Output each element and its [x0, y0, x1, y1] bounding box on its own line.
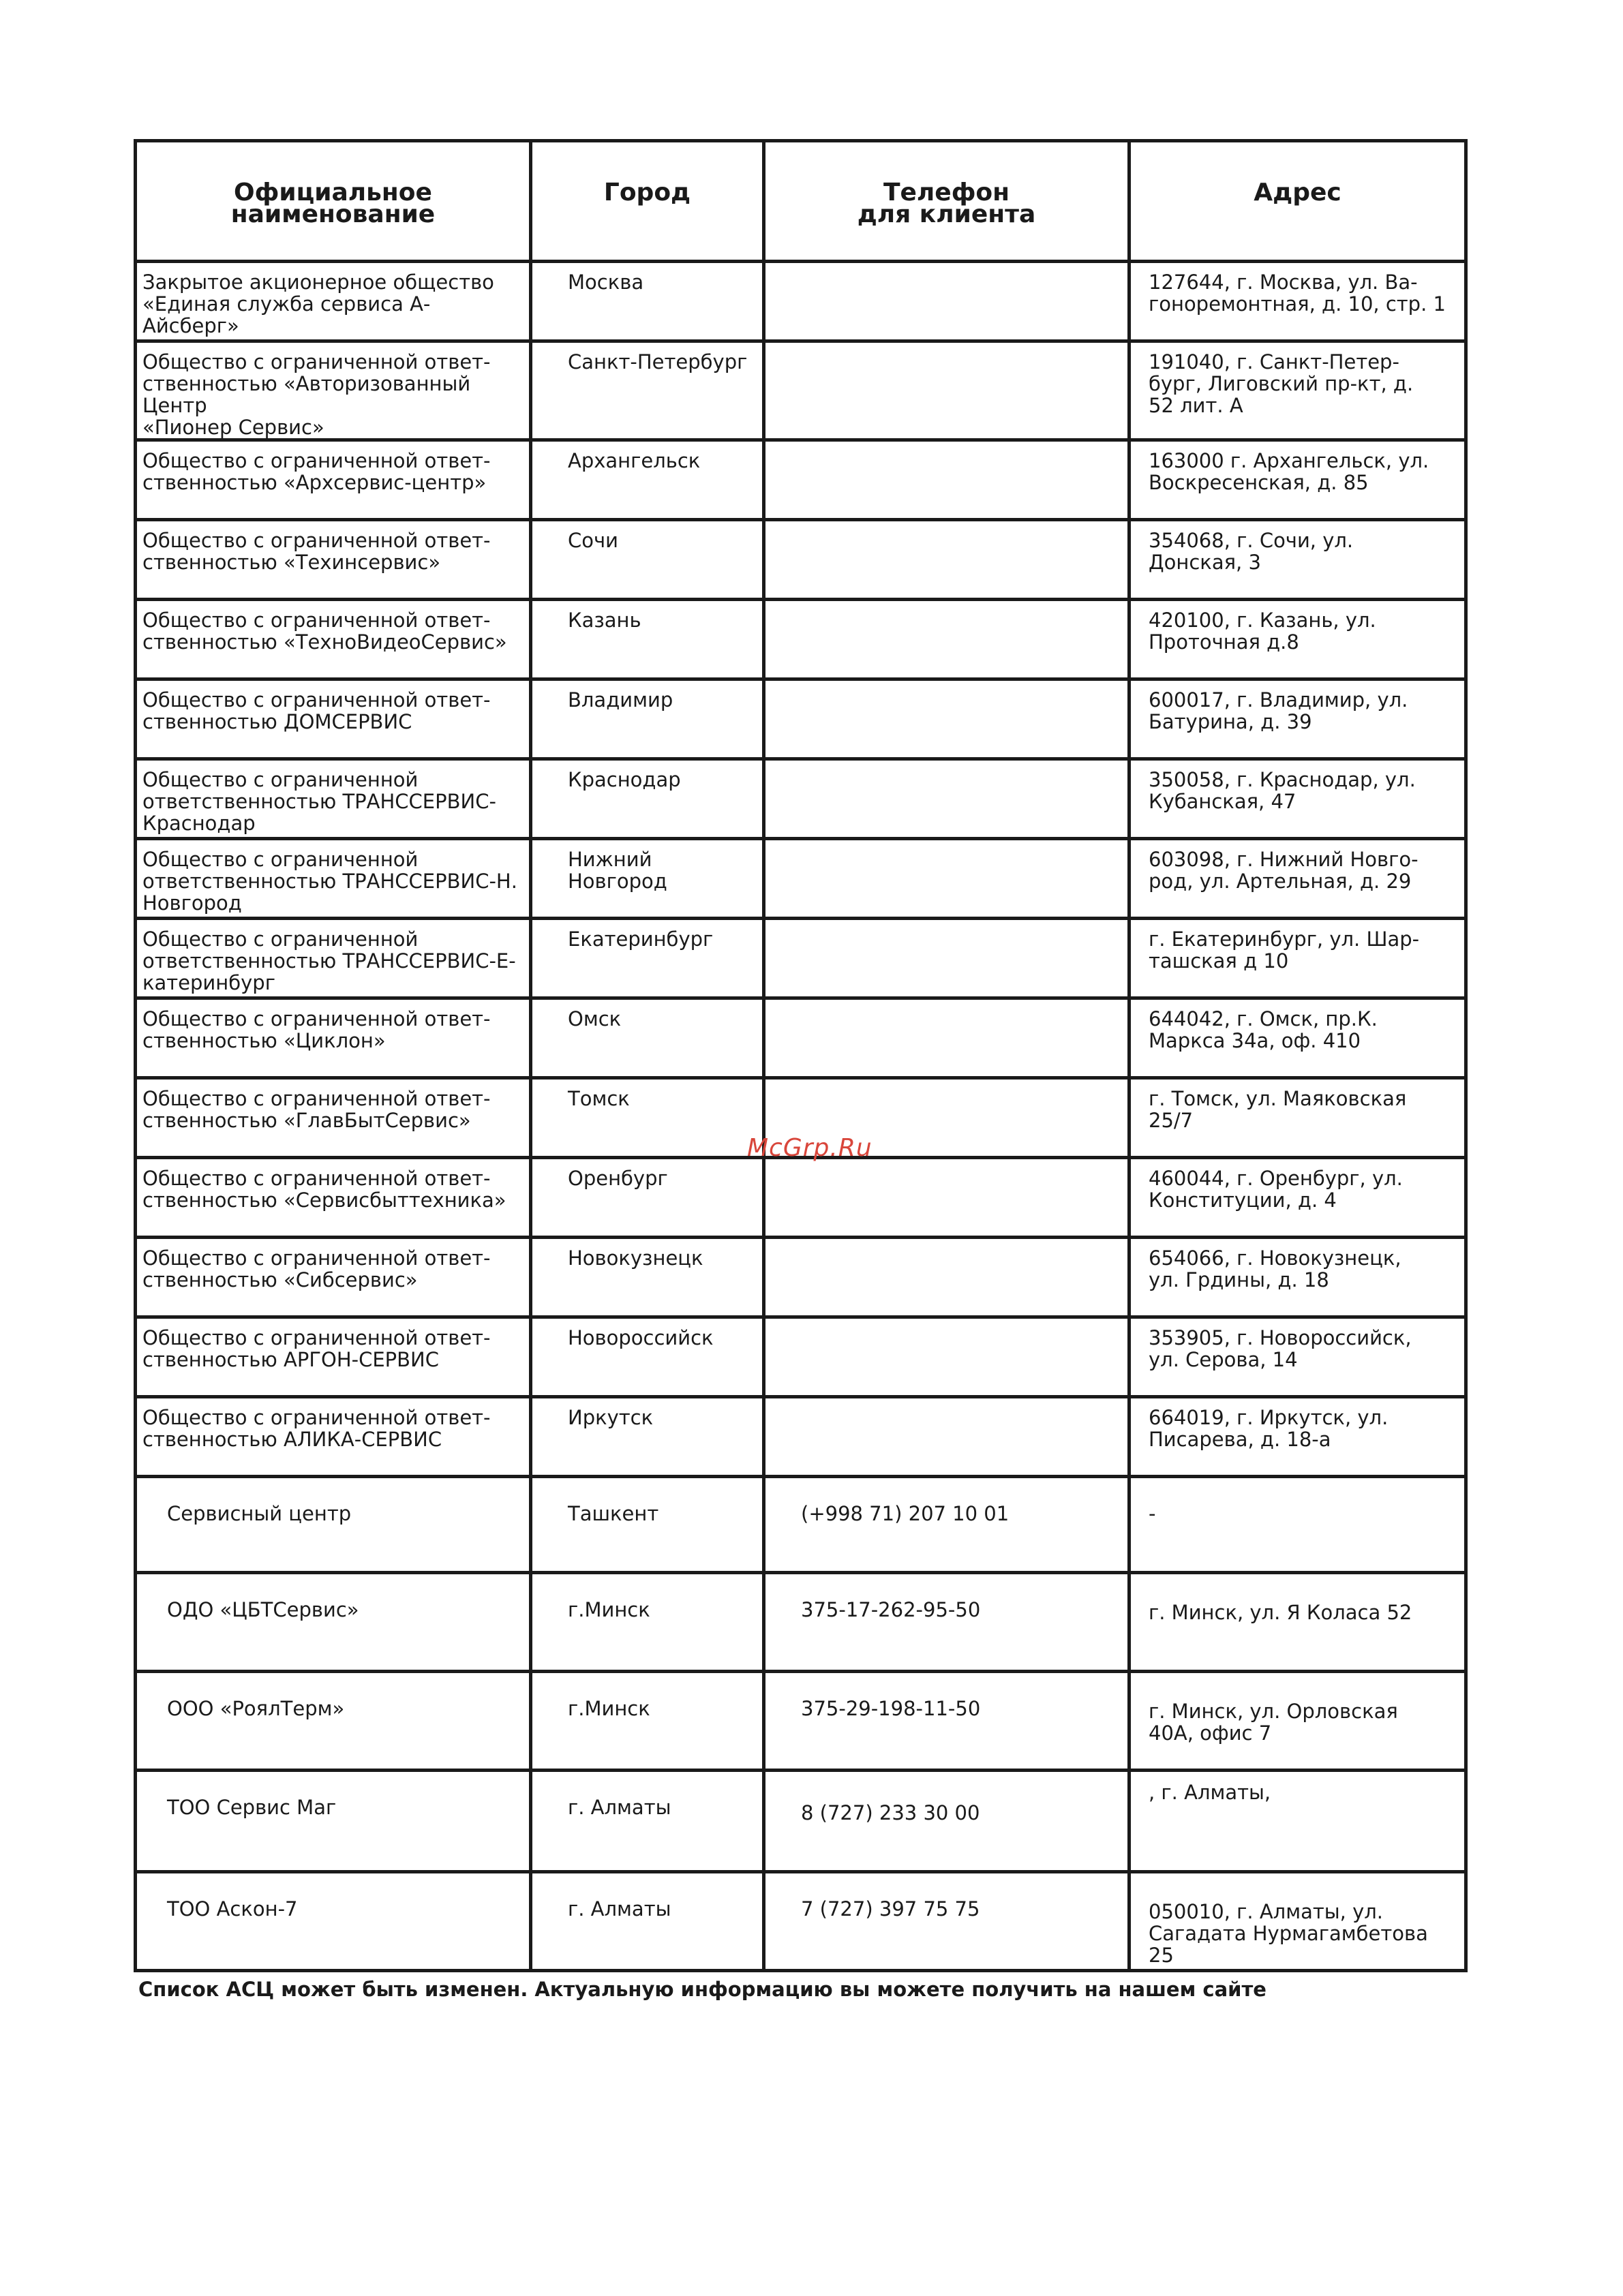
table-row — [136, 998, 1466, 1078]
table-row — [136, 839, 1466, 919]
cell-city: г.Минск — [531, 1672, 764, 1771]
cell-address: 603098, г. Нижний Новго- род, ул. Артельная, д. 29 — [1129, 839, 1466, 919]
cell-city: Иркутск — [531, 1397, 764, 1477]
cell-phone: 7 (727) 397 75 75 — [764, 1872, 1129, 1971]
cell-address: 460044, г. Оренбург, ул. Конституции, д. 4 — [1129, 1158, 1466, 1238]
watermark: McGrp.Ru — [747, 1134, 873, 1162]
cell-name: Общество с ограниченной ответ- ственностью «Архсервис-центр» — [136, 440, 531, 520]
service-centers-table — [134, 139, 1468, 1972]
cell-name: Общество с ограниченной ответ- ственностью «Техинсервис» — [136, 520, 531, 600]
cell-name: Сервисный центр — [136, 1477, 531, 1573]
table-row — [136, 1573, 1466, 1672]
cell-city: Новороссийск — [531, 1317, 764, 1397]
cell-address: г. Екатеринбург, ул. Шар- ташская д 10 — [1129, 919, 1466, 998]
cell-name: Закрытое акционерное общество «Единая служба сервиса А-Айсберг» — [136, 262, 531, 341]
table-row — [136, 440, 1466, 520]
table-row — [136, 1238, 1466, 1317]
cell-address: г. Минск, ул. Орловская 40А, офис 7 — [1129, 1672, 1466, 1771]
table-row — [136, 1317, 1466, 1397]
cell-phone: 375-29-198-11-50 — [764, 1672, 1129, 1771]
cell-city: г.Минск — [531, 1573, 764, 1672]
cell-address: 654066, г. Новокузнецк, ул. Грдины, д. 18 — [1129, 1238, 1466, 1317]
cell-name: Общество с ограниченной ответ- ственностью АРГОН-СЕРВИС — [136, 1317, 531, 1397]
header-city: Город — [531, 141, 764, 262]
cell-address: 600017, г. Владимир, ул. Батурина, д. 39 — [1129, 679, 1466, 759]
cell-city: Екатеринбург — [531, 919, 764, 998]
cell-address: 664019, г. Иркутск, ул. Писарева, д. 18-а — [1129, 1397, 1466, 1477]
cell-name: Общество с ограниченной ответ- ственностью «ТехноВидеоСервис» — [136, 600, 531, 679]
cell-phone — [764, 1158, 1129, 1238]
cell-name: ТОО Сервис Маг — [136, 1771, 531, 1872]
table-row — [136, 1477, 1466, 1573]
table-row — [136, 1158, 1466, 1238]
cell-name: Общество с ограниченной ответ- ственностью «Авторизованный Центр «Пионер Сервис» — [136, 341, 531, 440]
cell-phone — [764, 1397, 1129, 1477]
cell-name: ТОО Аскон-7 — [136, 1872, 531, 1971]
table-row — [136, 520, 1466, 600]
cell-city: Ташкент — [531, 1477, 764, 1573]
cell-address: 050010, г. Алматы, ул. Сагадата Нурмагамбетова 25 — [1129, 1872, 1466, 1971]
cell-address: г. Томск, ул. Маяковская 25/7 — [1129, 1078, 1466, 1158]
service-centers-sheet — [134, 139, 1464, 1972]
cell-city: Сочи — [531, 520, 764, 600]
cell-city: Владимир — [531, 679, 764, 759]
cell-name: Общество с ограниченной ответ- ственностью «ГлавБытСервис» — [136, 1078, 531, 1158]
cell-phone — [764, 600, 1129, 679]
cell-city: Омск — [531, 998, 764, 1078]
header-address: Адрес — [1129, 141, 1466, 262]
cell-phone — [764, 440, 1129, 520]
cell-phone — [764, 1317, 1129, 1397]
cell-phone — [764, 1238, 1129, 1317]
cell-city: г. Алматы — [531, 1771, 764, 1872]
cell-address: - — [1129, 1477, 1466, 1573]
cell-address: 350058, г. Краснодар, ул. Кубанская, 47 — [1129, 759, 1466, 839]
footnote: Список АСЦ может быть изменен. Актуальную информацию вы можете получить на нашем сайте — [138, 1978, 1266, 2001]
cell-phone — [764, 262, 1129, 341]
cell-name: Общество с ограниченной ответственностью ТРАНССЕРВИС-Н. Новгород — [136, 839, 531, 919]
cell-phone — [764, 341, 1129, 440]
cell-address: 353905, г. Новороссийск, ул. Серова, 14 — [1129, 1317, 1466, 1397]
cell-city: Москва — [531, 262, 764, 341]
cell-address: 420100, г. Казань, ул. Проточная д.8 — [1129, 600, 1466, 679]
cell-city: г. Алматы — [531, 1872, 764, 1971]
cell-phone — [764, 919, 1129, 998]
cell-phone: 8 (727) 233 30 00 — [764, 1771, 1129, 1872]
table-row — [136, 341, 1466, 440]
cell-phone — [764, 839, 1129, 919]
cell-phone — [764, 998, 1129, 1078]
table-row — [136, 262, 1466, 341]
cell-address: 354068, г. Сочи, ул. Донская, 3 — [1129, 520, 1466, 600]
header-phone: Телефон для клиента — [764, 141, 1129, 262]
cell-address: 163000 г. Архангельск, ул. Воскресенская, д. 85 — [1129, 440, 1466, 520]
cell-name: Общество с ограниченной ответ- ственностью «Циклон» — [136, 998, 531, 1078]
header-name: Официальное наименование — [136, 141, 531, 262]
cell-city: Нижний Новгород — [531, 839, 764, 919]
cell-address: 191040, г. Санкт-Петер- бург, Лиговский пр-кт, д. 52 лит. А — [1129, 341, 1466, 440]
table-row — [136, 919, 1466, 998]
cell-phone — [764, 759, 1129, 839]
table-header-row — [136, 141, 1466, 262]
cell-city: Краснодар — [531, 759, 764, 839]
cell-city: Оренбург — [531, 1158, 764, 1238]
cell-address: 644042, г. Омск, пр.К. Маркса 34а, оф. 410 — [1129, 998, 1466, 1078]
cell-phone — [764, 520, 1129, 600]
cell-address: , г. Алматы, — [1129, 1771, 1466, 1872]
table-row — [136, 1771, 1466, 1872]
cell-name: Общество с ограниченной ответ- ственностью «Сервисбыттехника» — [136, 1158, 531, 1238]
table-row — [136, 1397, 1466, 1477]
cell-name: Общество с ограниченной ответ- ственностью ДОМСЕРВИС — [136, 679, 531, 759]
cell-name: Общество с ограниченной ответ- ственностью АЛИКА-СЕРВИС — [136, 1397, 531, 1477]
cell-city: Новокузнецк — [531, 1238, 764, 1317]
cell-phone: (+998 71) 207 10 01 — [764, 1477, 1129, 1573]
cell-address: г. Минск, ул. Я Коласа 52 — [1129, 1573, 1466, 1672]
cell-name: ОДО «ЦБТСервис» — [136, 1573, 531, 1672]
table-row — [136, 1872, 1466, 1971]
cell-phone: 375-17-262-95-50 — [764, 1573, 1129, 1672]
cell-name: Общество с ограниченной ответ- ственностью «Сибсервис» — [136, 1238, 531, 1317]
cell-city: Санкт-Петербург — [531, 341, 764, 440]
cell-address: 127644, г. Москва, ул. Ва- гоноремонтная, д. 10, стр. 1 — [1129, 262, 1466, 341]
cell-city: Архангельск — [531, 440, 764, 520]
cell-name: Общество с ограниченной ответственностью ТРАНССЕРВИС-Е- катеринбург — [136, 919, 531, 998]
cell-city: Томск — [531, 1078, 764, 1158]
table-row — [136, 679, 1466, 759]
cell-name: ООО «РоялТерм» — [136, 1672, 531, 1771]
table-row — [136, 759, 1466, 839]
table-row — [136, 600, 1466, 679]
cell-phone — [764, 679, 1129, 759]
cell-city: Казань — [531, 600, 764, 679]
cell-name: Общество с ограниченной ответственностью ТРАНССЕРВИС- Краснодар — [136, 759, 531, 839]
table-row — [136, 1672, 1466, 1771]
